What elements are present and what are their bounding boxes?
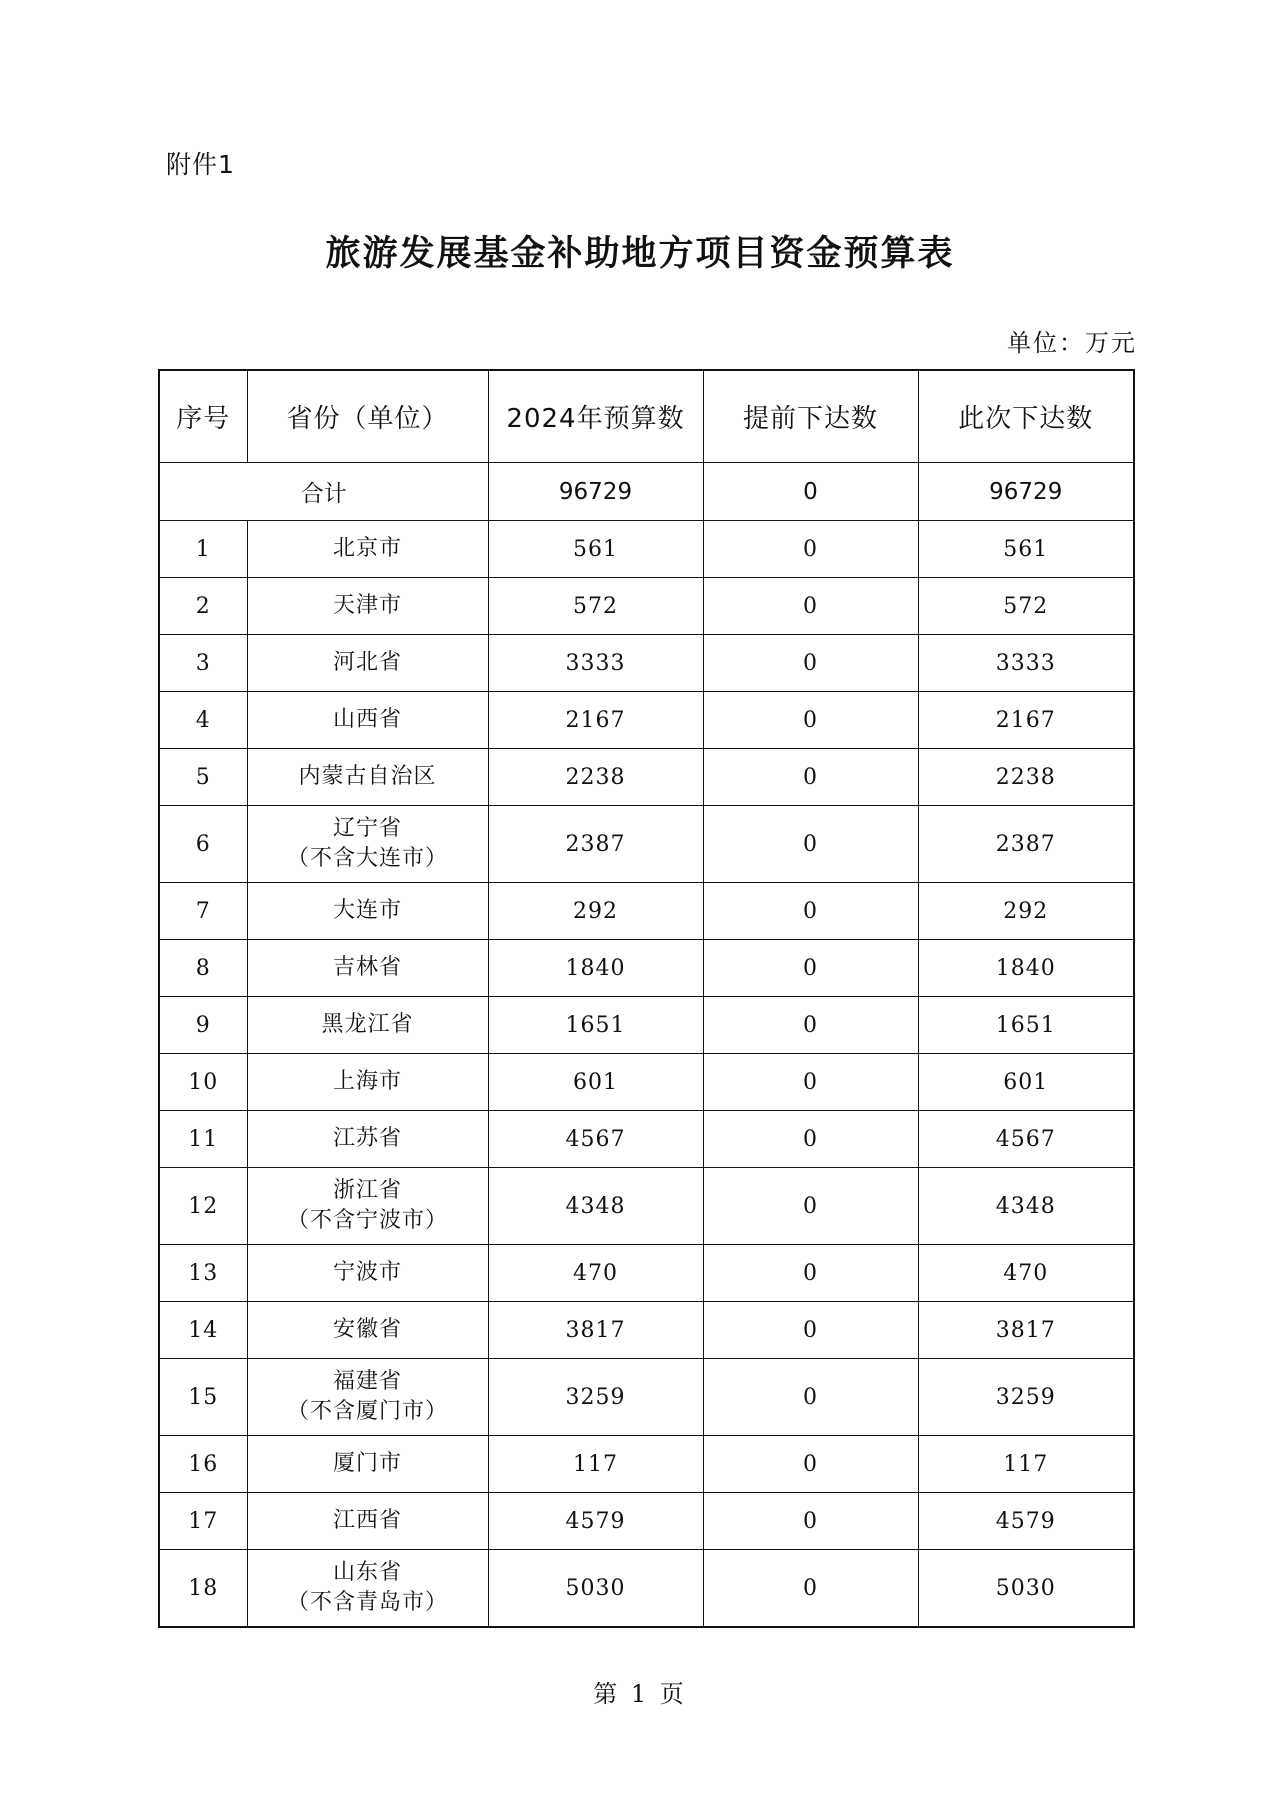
column-header-no: 序号 [159, 370, 247, 463]
row-current: 292 [918, 883, 1134, 940]
row-province [247, 1111, 488, 1168]
province-name: 宁波市 [332, 1260, 402, 1285]
row-budget: 292 [488, 883, 703, 940]
table-row [159, 1111, 1134, 1168]
row-advance: 0 [703, 1302, 918, 1359]
row-province [247, 883, 488, 940]
row-number: 7 [159, 883, 247, 940]
table-row [159, 1302, 1134, 1359]
row-budget: 3259 [488, 1359, 703, 1436]
row-current: 117 [918, 1436, 1134, 1493]
table-row [159, 806, 1134, 883]
column-header-current: 此次下达数 [918, 370, 1134, 463]
row-current: 601 [918, 1054, 1134, 1111]
row-number: 6 [159, 806, 247, 883]
row-budget: 4348 [488, 1168, 703, 1245]
row-province [247, 1493, 488, 1550]
province-name: 北京市 [332, 536, 402, 561]
row-current: 4348 [918, 1168, 1134, 1245]
row-budget: 4579 [488, 1493, 703, 1550]
row-number: 5 [159, 749, 247, 806]
row-advance: 0 [703, 1168, 918, 1245]
province-name: 安徽省 [332, 1317, 402, 1342]
page-number: 第 1 页 [593, 1680, 687, 1708]
total-budget: 96729 [488, 463, 703, 521]
province-name: 江苏省 [332, 1126, 402, 1151]
column-header-province: 省份（单位） [247, 370, 488, 463]
table-row [159, 692, 1134, 749]
row-current: 2387 [918, 806, 1134, 883]
province-name: 厦门市 [332, 1451, 402, 1476]
table-row [159, 1493, 1134, 1550]
row-advance: 0 [703, 521, 918, 578]
row-budget: 561 [488, 521, 703, 578]
row-current: 1651 [918, 997, 1134, 1054]
province-name: 天津市 [332, 593, 402, 618]
row-budget: 3817 [488, 1302, 703, 1359]
row-province [247, 521, 488, 578]
table-row [159, 635, 1134, 692]
province-name: 黑龙江省 [321, 1012, 414, 1037]
row-advance: 0 [703, 1359, 918, 1436]
row-advance: 0 [703, 635, 918, 692]
province-name: 上海市 [332, 1069, 402, 1094]
row-advance: 0 [703, 692, 918, 749]
row-province [247, 1302, 488, 1359]
province-name: 山东省 [332, 1560, 402, 1585]
row-province [247, 1245, 488, 1302]
province-name: 内蒙古自治区 [298, 764, 437, 789]
total-row [159, 463, 1134, 521]
row-budget: 1840 [488, 940, 703, 997]
row-budget: 2238 [488, 749, 703, 806]
row-advance: 0 [703, 1054, 918, 1111]
row-province [247, 1436, 488, 1493]
row-budget: 2167 [488, 692, 703, 749]
row-advance: 0 [703, 1111, 918, 1168]
row-current: 2238 [918, 749, 1134, 806]
row-number: 3 [159, 635, 247, 692]
row-current: 572 [918, 578, 1134, 635]
row-advance: 0 [703, 578, 918, 635]
row-budget: 3333 [488, 635, 703, 692]
row-province [247, 940, 488, 997]
row-advance: 0 [703, 806, 918, 883]
row-budget: 5030 [488, 1550, 703, 1628]
province-name: 江西省 [332, 1508, 402, 1533]
total-label: 合计 [159, 463, 488, 521]
row-current: 3259 [918, 1359, 1134, 1436]
total-advance: 0 [703, 463, 918, 521]
row-number: 9 [159, 997, 247, 1054]
document-title: 旅游发展基金补助地方项目资金预算表 [325, 233, 955, 274]
row-number: 4 [159, 692, 247, 749]
table-row [159, 940, 1134, 997]
row-province [247, 1054, 488, 1111]
row-budget: 572 [488, 578, 703, 635]
row-current: 5030 [918, 1550, 1134, 1628]
budget-table [158, 369, 1135, 1628]
row-current: 470 [918, 1245, 1134, 1302]
table-header-row [159, 370, 1134, 463]
row-current: 1840 [918, 940, 1134, 997]
table-row [159, 1436, 1134, 1493]
row-advance: 0 [703, 1436, 918, 1493]
row-number: 18 [159, 1550, 247, 1628]
table-row [159, 997, 1134, 1054]
province-name: 浙江省 [332, 1178, 402, 1203]
row-number: 16 [159, 1436, 247, 1493]
row-current: 3333 [918, 635, 1134, 692]
table-row [159, 1550, 1134, 1628]
row-number: 12 [159, 1168, 247, 1245]
row-number: 11 [159, 1111, 247, 1168]
province-name: 福建省 [332, 1369, 402, 1394]
column-header-budget: 2024年预算数 [488, 370, 703, 463]
row-budget: 4567 [488, 1111, 703, 1168]
row-number: 1 [159, 521, 247, 578]
row-current: 561 [918, 521, 1134, 578]
table-row [159, 1054, 1134, 1111]
attachment-label: 附件1 [166, 150, 235, 179]
row-advance: 0 [703, 940, 918, 997]
province-note: （不含宁波市） [286, 1208, 448, 1233]
row-budget: 2387 [488, 806, 703, 883]
row-advance: 0 [703, 1550, 918, 1628]
row-advance: 0 [703, 997, 918, 1054]
table-row [159, 749, 1134, 806]
province-name: 吉林省 [332, 955, 402, 980]
table-row [159, 1359, 1134, 1436]
row-number: 8 [159, 940, 247, 997]
row-current: 4567 [918, 1111, 1134, 1168]
row-budget: 470 [488, 1245, 703, 1302]
unit-label: 单位：万元 [1007, 329, 1137, 357]
row-province [247, 692, 488, 749]
table-row [159, 1168, 1134, 1245]
row-advance: 0 [703, 883, 918, 940]
row-province [247, 635, 488, 692]
row-current: 3817 [918, 1302, 1134, 1359]
row-number: 13 [159, 1245, 247, 1302]
row-province [247, 806, 488, 883]
row-advance: 0 [703, 1245, 918, 1302]
row-province [247, 1359, 488, 1436]
table-row [159, 1245, 1134, 1302]
row-advance: 0 [703, 1493, 918, 1550]
row-number: 17 [159, 1493, 247, 1550]
row-province [247, 749, 488, 806]
row-budget: 601 [488, 1054, 703, 1111]
province-name: 辽宁省 [332, 816, 402, 841]
province-name: 河北省 [332, 650, 402, 675]
row-number: 2 [159, 578, 247, 635]
row-province [247, 997, 488, 1054]
row-number: 15 [159, 1359, 247, 1436]
row-budget: 1651 [488, 997, 703, 1054]
table-row [159, 521, 1134, 578]
row-current: 4579 [918, 1493, 1134, 1550]
total-current: 96729 [918, 463, 1134, 521]
province-name: 大连市 [332, 898, 402, 923]
row-budget: 117 [488, 1436, 703, 1493]
row-province [247, 1550, 488, 1628]
column-header-advance: 提前下达数 [703, 370, 918, 463]
row-number: 10 [159, 1054, 247, 1111]
table-row [159, 883, 1134, 940]
row-number: 14 [159, 1302, 247, 1359]
province-note: （不含厦门市） [286, 1399, 448, 1424]
province-note: （不含大连市） [286, 846, 448, 871]
province-note: （不含青岛市） [286, 1590, 448, 1615]
province-name: 山西省 [332, 707, 402, 732]
row-province [247, 1168, 488, 1245]
table-row [159, 578, 1134, 635]
row-current: 2167 [918, 692, 1134, 749]
row-province [247, 578, 488, 635]
row-advance: 0 [703, 749, 918, 806]
